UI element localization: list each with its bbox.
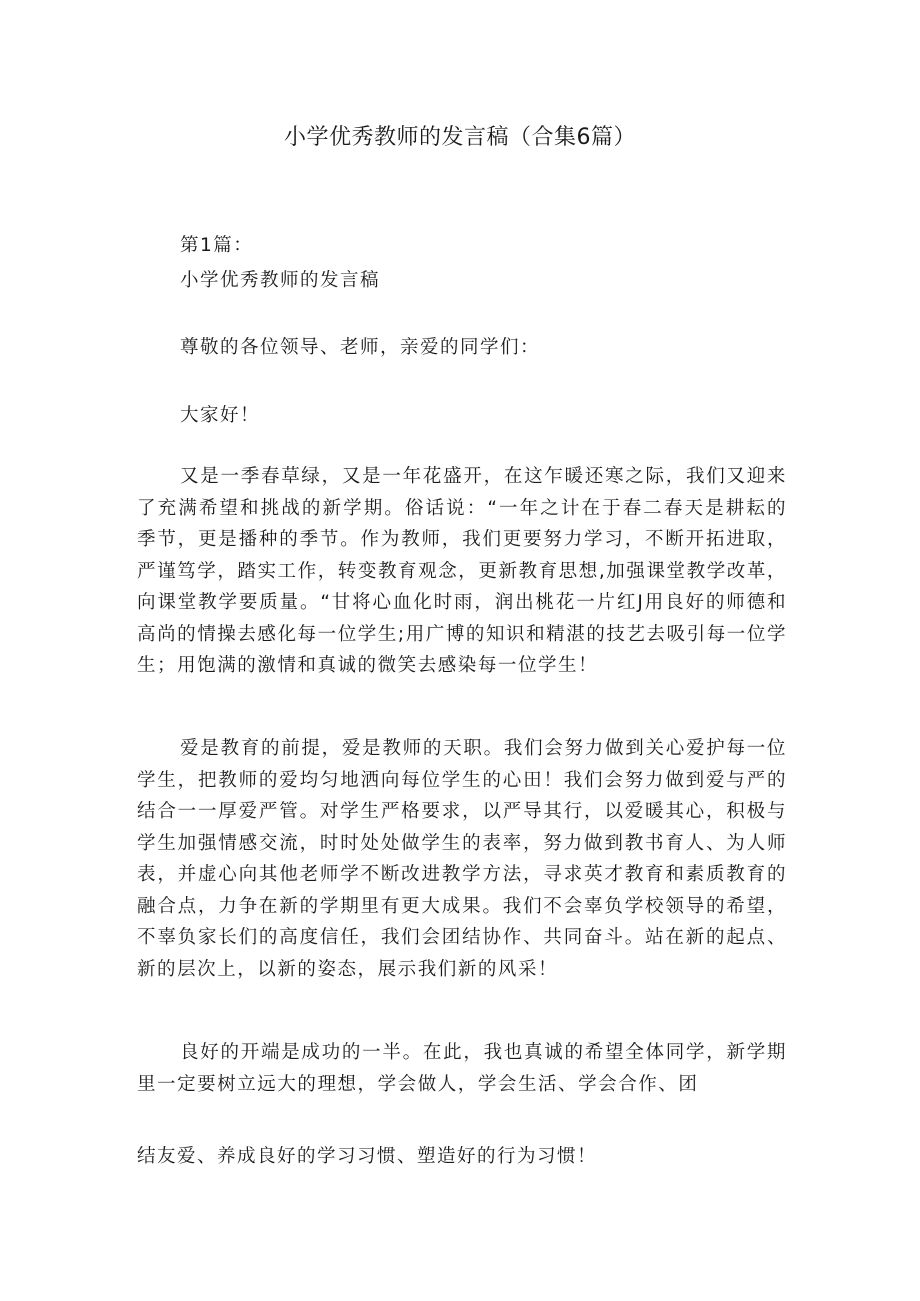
paragraph-3: 良好的开端是成功的一半。在此，我也真诚的希望全体同学，新学期里一定要树立远大的理想，学会做人，学会生活、学会合作、团 [137,1042,787,1095]
section-label: 第1篇： [180,235,254,256]
paragraph-2: 爱是教育的前提，爱是教师的天职。我们会努力做到关心爱护每一位学生，把教师的爱均匀地洒向每位学生的心田！我们会努力做到爱与严的结合一一厚爱严管。对学生严格要求，以严导其行，以爱暖其心，积极与学生加强情感交流，时时处处做学生的表率，努力做到教书育人、为人师表，并虚心向其他老师学不断改进教学方法，寻求英才教育和素质教育的融合点，力争在新的学期里有更大成果。我们不会辜负学校领导的希望，不辜负家长们的高度信任，我们会团结协作、共同奋斗。站在新的起点、新的层次上，以新的姿态，展示我们新的风采！ [137,738,787,980]
document-title: 小学优秀教师的发言稿（合集6篇） [284,125,636,150]
greeting: 大家好！ [180,405,261,426]
paragraph-1: 又是一季春草绿，又是一年花盛开，在这乍暖还寒之际，我们又迎来了充满希望和挑战的新学期。俗话说：“一年之计在于春二春天是耕耘的季节，更是播种的季节。作为教师，我们更要努力学习，不断开拓进取，严谨笃学，踏实工作，转变教育观念，更新教育思想,加强课堂教学改革，向课堂教学要质量。“甘将心血化时雨，润出桃花一片红J用良好的师德和高尚的情操去感化每一位学生;用广博的知识和精湛的技艺去吸引每一位学生；用饱满的激情和真诚的微笑去感染每一位学生！ [137,466,787,676]
salutation: 尊敬的各位领导、老师，亲爱的同学们： [180,337,541,358]
section-title: 小学优秀教师的发言稿 [180,270,381,291]
paragraph-3-continuation: 结友爱、养成良好的学习习惯、塑造好的行为习惯！ [137,1146,598,1167]
